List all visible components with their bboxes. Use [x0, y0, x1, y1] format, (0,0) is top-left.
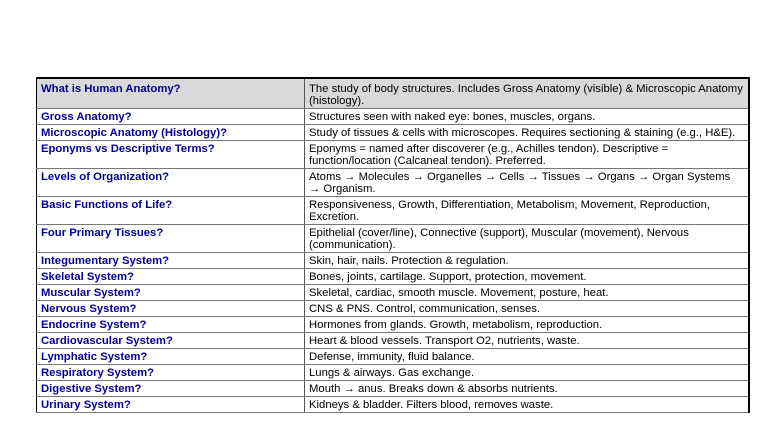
answer-cell: Heart & blood vessels. Transport O2, nutrients, waste.	[305, 333, 749, 349]
table-body	[37, 78, 749, 413]
answer-cell: Defense, immunity, fluid balance.	[305, 349, 749, 365]
answer-cell: Epithelial (cover/line), Connective (support), Muscular (movement), Nervous (communication).	[305, 225, 749, 253]
question-cell: Urinary System?	[37, 397, 305, 413]
question-cell: Respiratory System?	[37, 365, 305, 381]
answer-cell: Hormones from glands. Growth, metabolism, reproduction.	[305, 317, 749, 333]
answer-cell: CNS & PNS. Control, communication, senses.	[305, 301, 749, 317]
table-row	[37, 381, 749, 397]
question-cell: Microscopic Anatomy (Histology)?	[37, 125, 305, 141]
answer-cell: Lungs & airways. Gas exchange.	[305, 365, 749, 381]
table-row	[37, 285, 749, 301]
question-cell: Integumentary System?	[37, 253, 305, 269]
question-cell: Gross Anatomy?	[37, 109, 305, 125]
question-cell: Lymphatic System?	[37, 349, 305, 365]
answer-cell: Skin, hair, nails. Protection & regulation.	[305, 253, 749, 269]
table-row	[37, 349, 749, 365]
anatomy-qa-table	[36, 77, 750, 413]
question-cell: Four Primary Tissues?	[37, 225, 305, 253]
answer-cell: Responsiveness, Growth, Differentiation, Metabolism, Movement, Reproduction, Excretion.	[305, 197, 749, 225]
table-row	[37, 397, 749, 413]
question-cell: Basic Functions of Life?	[37, 197, 305, 225]
answer-cell: Kidneys & bladder. Filters blood, removes waste.	[305, 397, 749, 413]
question-cell: Nervous System?	[37, 301, 305, 317]
answer-cell: Mouth → anus. Breaks down & absorbs nutrients.	[305, 381, 749, 397]
table-row	[37, 169, 749, 197]
answer-cell: Atoms → Molecules → Organelles → Cells → Tissues → Organs → Organ Systems → Organism.	[305, 169, 749, 197]
question-cell: Eponyms vs Descriptive Terms?	[37, 141, 305, 169]
answer-cell: Bones, joints, cartilage. Support, protection, movement.	[305, 269, 749, 285]
table-row	[37, 317, 749, 333]
question-cell: Endocrine System?	[37, 317, 305, 333]
table-row	[37, 197, 749, 225]
question-cell: Skeletal System?	[37, 269, 305, 285]
table-row	[37, 141, 749, 169]
question-cell: Levels of Organization?	[37, 169, 305, 197]
table-row	[37, 365, 749, 381]
table-row	[37, 301, 749, 317]
question-cell: Muscular System?	[37, 285, 305, 301]
question-cell: Digestive System?	[37, 381, 305, 397]
answer-cell: Eponyms = named after discoverer (e.g., Achilles tendon). Descriptive = function/location (Calcaneal tendon). Preferred.	[305, 141, 749, 169]
table-row	[37, 253, 749, 269]
table-row	[37, 125, 749, 141]
table-row	[37, 269, 749, 285]
answer-cell: Study of tissues & cells with microscopes. Requires sectioning & staining (e.g., H&E).	[305, 125, 749, 141]
answer-cell: The study of body structures. Includes Gross Anatomy (visible) & Microscopic Anatomy (histology).	[305, 78, 749, 109]
table-row	[37, 109, 749, 125]
question-cell: What is Human Anatomy?	[37, 78, 305, 109]
question-cell: Cardiovascular System?	[37, 333, 305, 349]
table-row	[37, 78, 749, 109]
table-row	[37, 225, 749, 253]
anatomy-study-table-sheet	[36, 77, 748, 413]
answer-cell: Skeletal, cardiac, smooth muscle. Movement, posture, heat.	[305, 285, 749, 301]
answer-cell: Structures seen with naked eye: bones, muscles, organs.	[305, 109, 749, 125]
table-row	[37, 333, 749, 349]
